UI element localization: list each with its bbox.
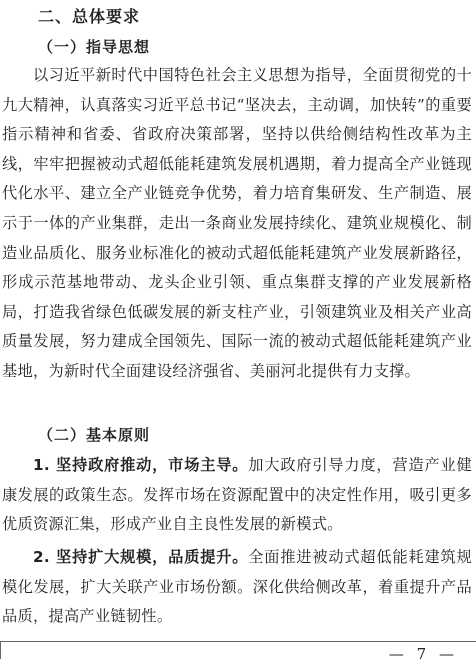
subsection-heading-guiding-ideology: （一）指导思想 bbox=[38, 38, 151, 56]
footer-corner-mark bbox=[0, 641, 1, 659]
principle-title-1: 1. 坚持政府推动，市场主导。 bbox=[33, 456, 249, 474]
principle-text-2: 全面推进被动式超低能耗建筑规模化发展，扩大关联产业市场份额。深化供给侧改革，着重提升产品品质，提高产业链韧性。 bbox=[2, 548, 473, 626]
principle-paragraph-1 bbox=[2, 451, 472, 540]
principle-text-1: 加大政府引导力度，营造产业健康发展的政策生态。发挥市场在资源配置中的决定性作用，吸引更多优质资源汇集，形成产业自主良性发展的新模式。 bbox=[2, 456, 473, 534]
page-number: — 7 — bbox=[388, 645, 458, 663]
section-heading: 二、总体要求 bbox=[38, 7, 141, 26]
footer-divider bbox=[0, 641, 476, 642]
guiding-ideology-paragraph: 以习近平新时代中国特色社会主义思想为指导，全面贯彻党的十九大精神，认真落实习近平总书记“坚决去，主动调，加快转”的重要指示精神和省委、省政府决策部署，坚持以供给侧结构性改革为主线，牢牢把握被动式超低能耗建筑发展机遇期，着力提高全产业链现代化水平、建立全产业链竞争优势，着力培育集研发、生产制造、展示于一体的产业集群，走出一条商业发展持续化、建筑业规模化、制造业品质化、服务业标准化的被动式超低能耗建筑产业发展新路径，形成示范基地带动、龙头企业引领、重点集群支撑的产业发展新格局，打造我省绿色低碳发展的新支柱产业，引领建筑业及相关产业高质量发展，努力建成全国领先、国际一流的被动式超低能耗建筑产业基地，为新时代全面建设经济强省、美丽河北提供有力支撑。 bbox=[2, 66, 472, 380]
principle-title-2: 2. 坚持扩大规模，品质提升。 bbox=[33, 548, 249, 566]
principle-paragraph-2 bbox=[2, 543, 472, 632]
subsection-heading-basic-principles: （二）基本原则 bbox=[38, 426, 151, 444]
